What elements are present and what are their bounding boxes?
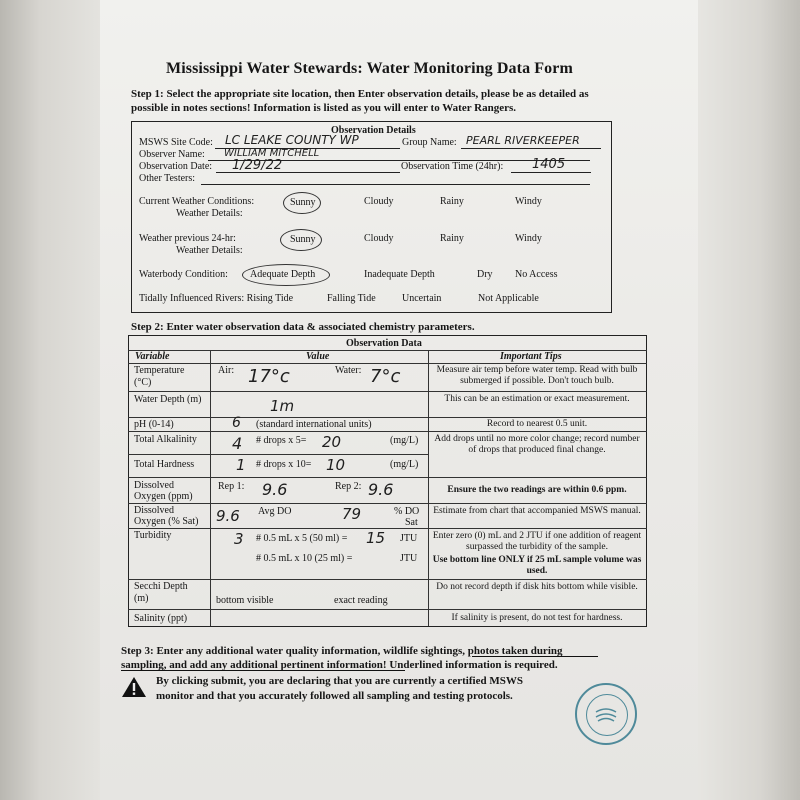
current-weather-label: Current Weather Conditions: [139,196,255,207]
water-label: Water: [335,365,362,376]
group-name-value[interactable]: PEARL RIVERKEEPER [466,134,580,147]
turbidity-line2: # 0.5 mL x 10 (25 ml) = [256,553,353,564]
do-sat-tip: Estimate from chart that accompanied MSWS manual. [433,506,641,516]
prev-weather-label: Weather previous 24-hr: [139,233,236,244]
col-value-header: Value [306,351,330,362]
turbidity-tip-1: Enter zero (0) mL and 2 JTU if one addition of reagent surpassed the turbidity of the sample. [432,531,642,552]
turbidity-value[interactable]: 15 [366,529,386,547]
prev-windy-option[interactable]: Windy [515,233,542,244]
observation-data-heading: Observation Data [346,338,422,349]
adequate-depth-circle [242,264,330,286]
observation-date-value[interactable]: 1/29/22 [232,158,283,173]
dry-option[interactable]: Dry [477,269,493,280]
prev-cloudy-option[interactable]: Cloudy [364,233,394,244]
water-depth-value[interactable]: 1m [270,397,295,415]
do-ppm-tip: Ensure the two readings are within 0.6 ppm. [447,485,627,495]
do-sat-label-2: Oxygen (% Sat) [134,516,199,527]
certification-line2: monitor and that you accurately followed all sampling and testing protocols. [156,690,513,702]
do-sat-value[interactable]: 79 [342,505,362,523]
ph-units: (standard international units) [256,419,372,430]
avg-do-value[interactable]: 9.6 [216,507,240,525]
avg-do-label: Avg DO [258,506,292,517]
adequate-depth-option[interactable]: Adequate Depth [250,269,316,280]
prev-sunny-circle [280,229,322,251]
jtu-label-2: JTU [400,553,418,564]
water-depth-tip: This can be an estimation or exact measurement. [444,394,630,404]
rep2-value[interactable]: 9.6 [368,480,394,499]
bottom-visible-option[interactable]: bottom visible [216,595,274,606]
jtu-label-1: JTU [400,533,418,544]
current-sunny-circle [283,192,321,214]
uncertain-option[interactable]: Uncertain [402,293,442,304]
group-name-label: Group Name: [402,137,457,148]
secchi-label-1: Secchi Depth [134,581,188,592]
rep1-value[interactable]: 9.6 [262,480,288,499]
salinity-tip: If salinity is present, do not test for hardness. [451,613,623,623]
observer-name-value[interactable]: WILLIAM MITCHELL [224,148,320,159]
rep1-label: Rep 1: [218,481,245,492]
hardness-value[interactable]: 10 [326,456,346,474]
col-variable-header: Variable [135,351,170,362]
site-code-label: MSWS Site Code: [139,137,213,148]
turbidity-label: Turbidity [134,530,172,541]
hardness-units: (mg/L) [390,459,419,470]
current-weather-details-label: Weather Details: [176,208,243,219]
temperature-unit: (°C) [134,377,152,388]
do-ppm-label-1: Dissolved [134,480,174,491]
falling-tide-option[interactable]: Falling Tide [327,293,376,304]
turbidity-drops[interactable]: 3 [234,530,244,548]
hardness-label: Total Hardness [134,459,195,470]
do-ppm-label-2: Oxygen (ppm) [134,491,193,502]
alkalinity-label: Total Alkalinity [134,434,197,445]
hardness-drops[interactable]: 1 [236,456,246,474]
prev-sunny-option[interactable]: Sunny [290,234,316,245]
col-tips-header: Important Tips [500,351,562,362]
observation-date-label: Observation Date: [139,161,213,172]
exact-reading-option[interactable]: exact reading [334,595,388,606]
step3-line2: sampling, and add any additional pertinent information! Underlined information is required. [121,659,558,671]
turbidity-line1: # 0.5 mL x 5 (50 ml) = [256,533,348,544]
observation-details-heading: Observation Details [331,125,416,136]
water-temp-value[interactable]: 7°c [370,366,401,387]
secchi-tip: Do not record depth if disk hits bottom while visible. [436,582,638,592]
alkalinity-multiplier: # drops x 5= [256,435,307,446]
water-depth-label: Water Depth (m) [134,394,202,405]
inadequate-depth-option[interactable]: Inadequate Depth [364,269,435,280]
current-windy-option[interactable]: Windy [515,196,542,207]
prev-weather-details-label: Weather Details: [176,245,243,256]
ph-value[interactable]: 6 [232,415,241,431]
msws-seal-logo [575,683,637,745]
temperature-label: Temperature [134,365,185,376]
certification-line1: By clicking submit, you are declaring that you are currently a certified MSWS [156,675,523,687]
waterbody-condition-label: Waterbody Condition: [139,269,228,280]
alkalinity-drops[interactable]: 4 [232,434,243,453]
alkalinity-units: (mg/L) [390,435,419,446]
form-title: Mississippi Water Stewards: Water Monitoring Data Form [166,60,573,77]
step2-text: Step 2: Enter water observation data & associated chemistry parameters. [131,321,475,333]
observation-time-value[interactable]: 1405 [532,157,566,172]
ph-label: pH (0-14) [134,419,174,430]
turbidity-tip-2: Use bottom line ONLY if 25 mL sample volume was used. [432,555,642,576]
not-applicable-option[interactable]: Not Applicable [478,293,539,304]
pct-do-label: % DO [394,506,420,517]
temperature-tip: Measure air temp before water temp. Read with bulb submerged if possible. Don't touch bulb. [436,365,638,386]
prev-rainy-option[interactable]: Rainy [440,233,464,244]
site-code-value[interactable]: LC LEAKE COUNTY WP [225,133,359,147]
tidal-label[interactable]: Tidally Influenced Rivers: Rising Tide [139,293,294,304]
salinity-label: Salinity (ppt) [134,613,188,624]
current-sunny-option[interactable]: Sunny [290,197,316,208]
observation-time-label: Observation Time (24hr): [401,161,504,172]
step1-line2: possible in notes sections! Information is listed as you will enter to Water Rangers. [131,102,517,114]
step3-line1: Step 3: Enter any additional water quality information, wildlife sightings, photos taken during [121,645,563,657]
no-access-option[interactable]: No Access [515,269,558,280]
current-rainy-option[interactable]: Rainy [440,196,464,207]
observer-name-label: Observer Name: [139,149,205,160]
air-temp-value[interactable]: 17°c [248,366,290,387]
water-drop-icon [594,704,618,724]
rep2-label: Rep 2: [335,481,362,492]
do-sat-label-1: Dissolved [134,505,174,516]
hardness-multiplier: # drops x 10= [256,459,312,470]
alkalinity-value[interactable]: 20 [322,433,342,451]
air-label: Air: [218,365,235,376]
ph-tip: Record to nearest 0.5 unit. [486,419,588,429]
warning-icon [121,676,147,698]
other-testers-label: Other Testers: [139,173,196,184]
sat-label: Sat [405,517,418,528]
current-cloudy-option[interactable]: Cloudy [364,196,394,207]
secchi-label-2: (m) [134,593,149,604]
step1-line1: Step 1: Select the appropriate site location, then Enter observation details, please be as detailed as [131,88,589,100]
alkalinity-tip: Add drops until no more color change; record number of drops that produced final change. [434,434,640,455]
